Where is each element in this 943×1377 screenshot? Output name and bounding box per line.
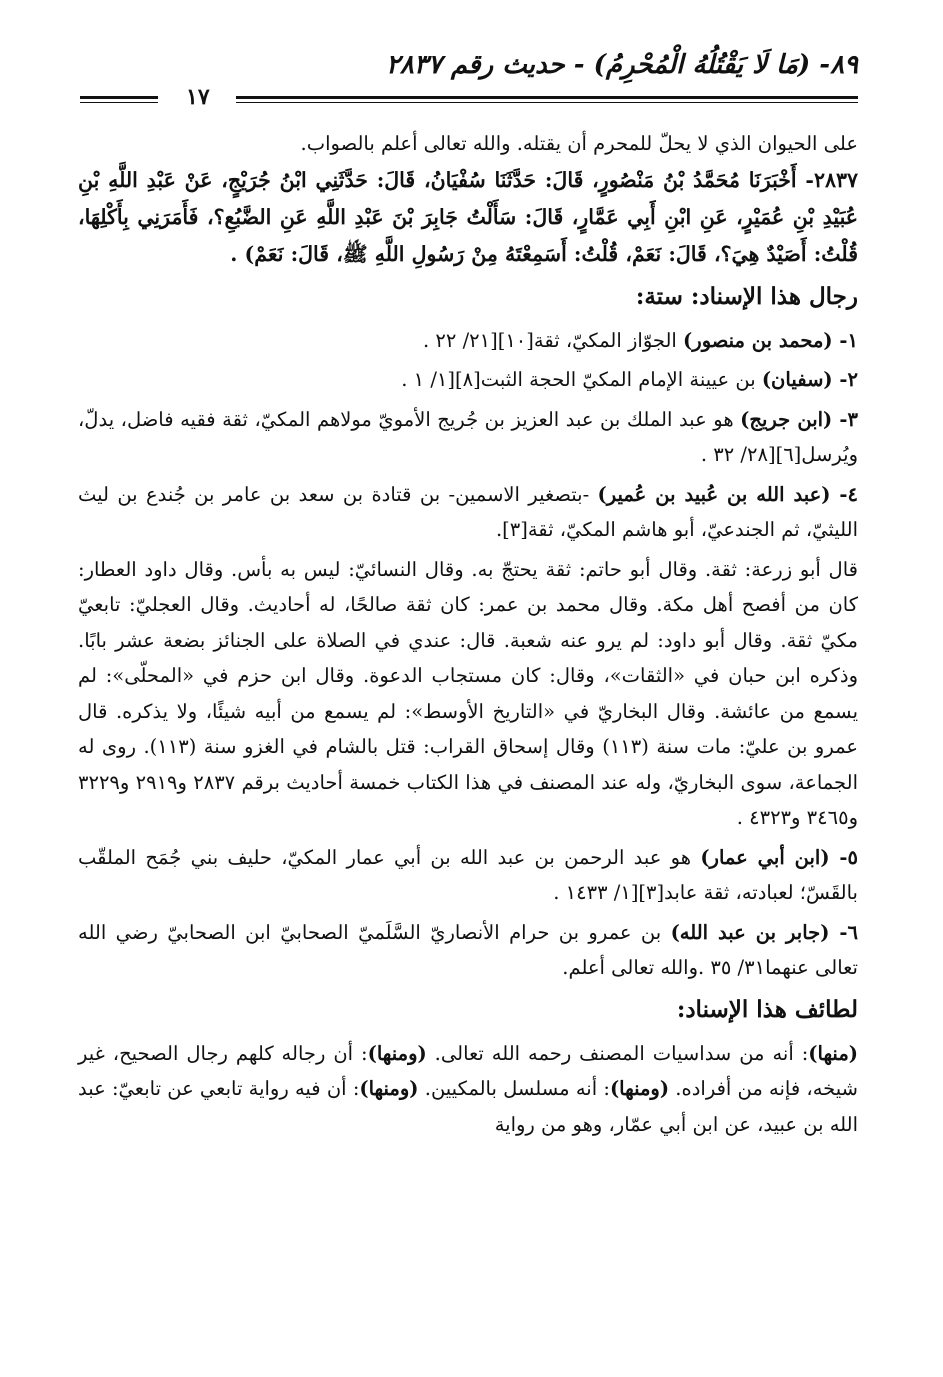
keyword-minha: (منها) bbox=[808, 1041, 858, 1065]
narrator-text: بن عمرو بن حرام الأنصاريّ السَّلَميّ الصحابيّ ابن الصحابيّ رضي الله تعالى عنهما٣١/ ٣٥ .والله تعالى أعلم. bbox=[78, 920, 858, 979]
running-title: ٨٩- (مَا لَا يَقْتُلُهُ الْمُحْرِمُ) - حديث رقم ٢٨٣٧ bbox=[385, 50, 858, 80]
subtlety-text: : أنه من سداسيات المصنف رحمه الله تعالى. bbox=[426, 1041, 809, 1065]
header-rule-short bbox=[80, 96, 158, 103]
hadith-text: ٢٨٣٧- أَخْبَرَنَا مُحَمَّدُ بْنُ مَنْصُورٍ، قَالَ: حَدَّثَنَا سُفْيَانُ، قَالَ: حَدَّثَنِي ابْنُ جُرَيْجٍ، عَنْ عَبْدِ اللَّهِ بْنِ عُبَيْدِ بْنِ عُمَيْرٍ، عَنِ ابْنِ أَبِي عَمَّارٍ، قَالَ: سَأَلْتُ جَابِرَ بْنَ عَبْدِ اللَّهِ عَنِ الضَّبُعِ؟، فَأَمَرَنِي بِأَكْلِهَا، قُلْتُ: أَصَيْدٌ هِيَ؟، قَالَ: نَعَمْ، قُلْتُ: أَسَمِعْتَهُ مِنْ رَسُولِ اللَّهِ ﷺ، قَالَ: نَعَمْ) . bbox=[78, 167, 858, 266]
subtlety-text: : أنه مسلسل بالمكيين. bbox=[418, 1077, 610, 1100]
narrator-entry bbox=[78, 362, 858, 398]
page-number: ١٧ bbox=[186, 84, 210, 110]
narrator-name: ٢- (سفيان) bbox=[761, 368, 858, 391]
narrator-text: الجوّاز المكيّ، ثقة[١٠][٢١/ ٢٢ . bbox=[423, 328, 684, 352]
page-content bbox=[78, 126, 858, 1142]
narrator-name: ٦- (جابر بن عبد الله) bbox=[670, 920, 858, 944]
header-rule bbox=[236, 96, 858, 103]
intro-line: على الحيوان الذي لا يحلّ للمحرم أن يقتله. والله تعالى أعلم بالصواب. bbox=[300, 132, 858, 155]
keyword-wa-minha: (ومنها) bbox=[359, 1077, 419, 1100]
keyword-wa-minha: (ومنها) bbox=[609, 1077, 670, 1100]
commentary-paragraph: قال أبو زرعة: ثقة. وقال أبو حاتم: ثقة يحتجّ به. وقال النسائيّ: ليس به بأس. وقال داود العطار: كان من أفصح أهل مكة. وقال محمد بن عمر: كان ثقة صالحًا، له أحاديث. وقال العجليّ: تابعيّ مكيّ ثقة. وقال أبو داود: لم يرو عنه شعبة. قال: عندي في الصلاة على الجنائز بضعة عشر بابًا. وذكره ابن حبان في «الثقات»، وقال: كان مستجاب الدعوة. وقال ابن حزم في «المحلّى»: لم يسمع من عائشة. وقال البخاريّ في «التاريخ الأوسط»: لم يسمع من أبيه شيئًا، ولا يذكره. قال عمرو بن عليّ: مات سنة (١١٣) وقال إسحاق القراب: قتل بالشام في الغزو سنة (١١٣). روى له الجماعة، سوى البخاريّ، وله عند المصنف في هذا الكتاب خمسة أحاديث برقم ٢٨٣٧ و٢٩١٩ و٣٢٢٩ و٣٤٦٥ و٤٣٢٣ . bbox=[78, 557, 858, 829]
subtleties-heading: لطائف هذا الإسناد: bbox=[676, 995, 858, 1023]
narrator-entry bbox=[78, 915, 858, 986]
narrator-name: ١- (محمد بن منصور) bbox=[683, 328, 858, 352]
narrator-text: هو عبد الملك بن عبد العزيز بن جُريج الأمويّ مولاهم المكيّ، ثقة فقيه فاضل، يدلّ، ويُرسل[٦][٢٨/ ٣٢ . bbox=[78, 407, 858, 466]
narrator-name: ٥- (ابن أبي عمار) bbox=[700, 845, 858, 869]
narrator-entry bbox=[78, 323, 858, 359]
narrator-text: هو عبد الرحمن بن عبد الله بن أبي عمار المكيّ، حليف بني جُمَح الملقّب بالقَسّ؛ لعبادته، ثقة عابد[٣][١/ ١٤٣٣ . bbox=[78, 845, 858, 904]
narrators-heading: رجال هذا الإسناد: ستة: bbox=[635, 282, 858, 310]
narrator-entry bbox=[78, 477, 858, 548]
narrator-text: -بتصغير الاسمين- بن قتادة بن سعد بن عامر بن جُندع بن ليث الليثيّ، ثم الجندعيّ، أبو هاشم المكيّ، ثقة[٣]. bbox=[78, 482, 858, 541]
narrator-entry bbox=[78, 840, 858, 911]
narrator-name: ٣- (ابن جريج) bbox=[740, 407, 858, 431]
keyword-wa-minha: (ومنها) bbox=[367, 1041, 427, 1065]
narrator-entry bbox=[78, 402, 858, 473]
subtlety-text: : أن رجاله كلهم رجال الصحيح، غير شيخه، فإنه من أفراده. bbox=[78, 1041, 858, 1100]
subtleties-paragraph bbox=[78, 1036, 858, 1143]
narrator-text: بن عيينة الإمام المكيّ الحجة الثبت[٨][١/ ١ . bbox=[401, 368, 762, 391]
subtlety-text: : أن فيه رواية تابعي عن تابعيّ: عبد الله بن عبيد، عن ابن أبي عمّار، وهو من رواية bbox=[78, 1077, 858, 1136]
book-page bbox=[78, 48, 858, 1142]
narrator-name: ٤- (عبد الله بن عُبيد بن عُمير) bbox=[597, 482, 858, 506]
page-header bbox=[78, 48, 858, 108]
